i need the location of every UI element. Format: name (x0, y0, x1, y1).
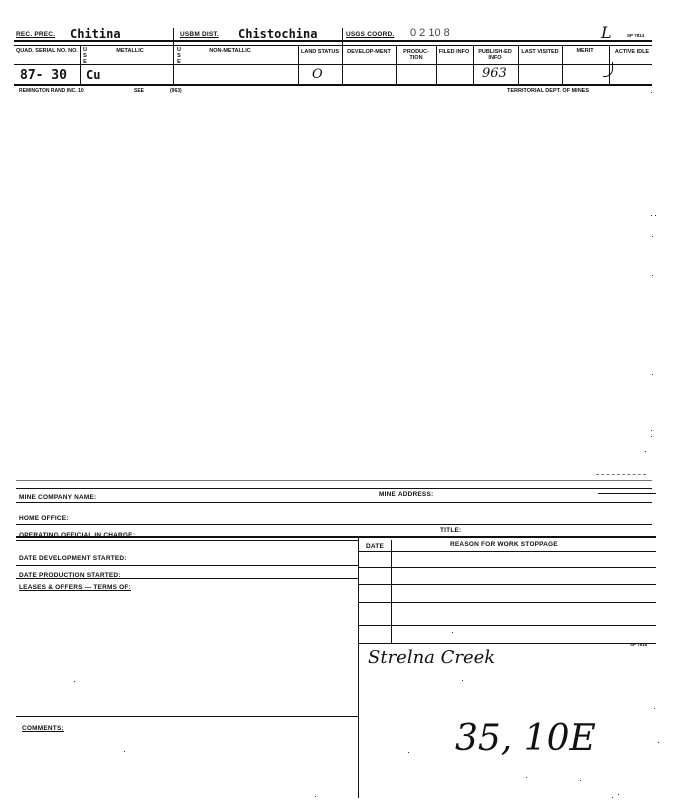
date-production-started-label: DATE PRODUCTION STARTED: (19, 572, 121, 579)
mine-address-label: MINE ADDRESS: (379, 491, 434, 498)
row-metallic: Cu (86, 68, 101, 82)
col-production: PRODUC-TION (403, 49, 429, 61)
mine-company-name-label: MINE COMPANY NAME: (19, 494, 97, 501)
rec-prec-label: REC. PREC. (16, 31, 56, 38)
printer-left: REMINGTON RAND INC. 10 (19, 88, 84, 94)
col-nonmetallic: NON-METALLIC (209, 48, 251, 54)
usgs-coord-label: USGS COORD. (346, 31, 395, 38)
col-development: DEVELOP-MENT (347, 49, 391, 55)
leases-offers-label: LEASES & OFFERS — TERMS OF: (19, 584, 131, 591)
date-col-label: DATE (366, 543, 385, 550)
usbm-dist-value: Chistochina (238, 27, 318, 41)
col-land-status: LAND STATUS (301, 49, 339, 55)
col-last-visited: LAST VISITED (521, 49, 559, 55)
handwritten-location: Strelna Creek (368, 647, 496, 668)
merit-check-mark (603, 62, 613, 77)
col-use-metallic-prefix: U S E (83, 47, 87, 65)
reason-col-label: REASON FOR WORK STOPPAGE (450, 541, 558, 548)
form-code-top: SP 7814 (627, 33, 645, 38)
col-filed-info: FILED INFO (438, 49, 470, 55)
usbm-dist-label: USBM DIST. (180, 31, 219, 38)
col-published-info: PUBLISH-ED INFO (478, 49, 512, 61)
printer-paren: (963) (170, 88, 182, 94)
comments-label: COMMENTS: (22, 725, 64, 732)
title-label: TITLE: (440, 527, 462, 534)
home-office-label: HOME OFFICE: (19, 515, 69, 522)
form-code-bottom: SP 7818 (630, 642, 648, 647)
col-quad-serial: QUAD. SERIAL NO. NO. (16, 48, 78, 54)
rec-prec-value: Chitina (70, 27, 121, 41)
operating-official-label: OPERATING OFFICIAL IN CHARGE: (19, 532, 136, 539)
row-land-status: O (312, 67, 323, 82)
col-merit: MERIT (576, 48, 594, 54)
printer-right: TERRITORIAL DEPT. OF MINES (507, 88, 589, 94)
col-active-idle: ACTIVE IDLE (614, 49, 650, 55)
date-development-started-label: DATE DEVELOPMENT STARTED: (19, 555, 127, 562)
usgs-coord-value: 0 2 10 8 (410, 27, 450, 39)
row-published-info: 963 (482, 66, 507, 81)
corner-mark: L (601, 23, 612, 42)
row-quad-serial: 87- 30 (20, 68, 67, 83)
printer-code: SEE (134, 88, 145, 94)
col-metallic: METALLIC (116, 48, 144, 54)
handwritten-number: 35, 10E (455, 718, 596, 759)
col-use-nonmetallic-prefix: U S E (177, 47, 181, 65)
